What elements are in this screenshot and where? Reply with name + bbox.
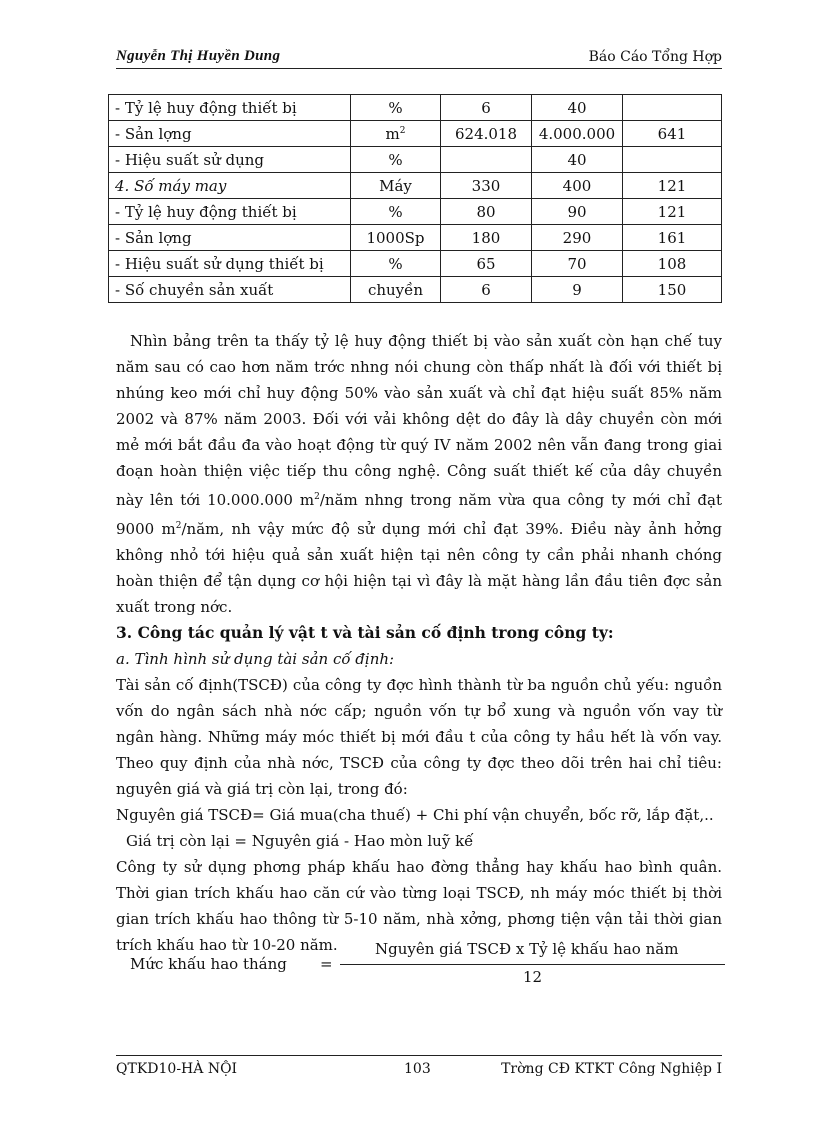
table-cell: 330 [441,173,532,199]
table-cell: 4. Số máy may [109,173,351,199]
table-cell: 90 [532,199,623,225]
table-cell: % [351,95,441,121]
table-cell: 400 [532,173,623,199]
header-author: Nguyễn Thị Huyền Dung [116,48,281,64]
formula-equals: = [320,955,333,973]
table-cell: % [351,199,441,225]
table-cell: 641 [623,121,722,147]
table-cell: 180 [441,225,532,251]
table-cell: Máy [351,173,441,199]
body-text [116,328,722,958]
table-cell: 65 [441,251,532,277]
table-cell: - Sản lợng [109,225,351,251]
table-cell: - Số chuyền sản xuất [109,277,351,303]
table-cell: 70 [532,251,623,277]
table-cell: - Tỷ lệ huy động thiết bị [109,199,351,225]
table-cell: 80 [441,199,532,225]
paragraph-analysis: Nhìn bảng trên ta thấy tỷ lệ huy động thiết bị vào sản xuất còn hạn chế tuy năm sau có cao hơn năm trớc nhng nói chung còn thấp nhất là đối với thiết bị nhúng keo mới chỉ huy động 50% vào sản xuất và chỉ đạt hiệu suất 85% năm 2002 và 87% năm 2003. Đối với vải không dệt do đây là dây chuyền còn mới mẻ mới bắt đầu đa vào hoạt động từ quý IV năm 2002 nên vẫn đang trong giai đoạn hoàn thiện việc tiếp thu công nghệ. Công suất thiết kế của dây chuyền này lên tới 10.000.000 $m^2$/năm nhng trong năm vừa qua công ty mới chỉ đạt 9000 $m^2$/năm, nh vậy mức độ sử dụng mới chỉ đạt 39%. Điều này ảnh hởng không nhỏ tới hiệu quả sản xuất hiện tại nên công ty cần phải nhanh chóng hoàn thiện để tận dụng cơ hội hiện tại vì đây là mặt hàng lần đầu tiên đợc sản xuất trong nớc. [116,332,722,616]
formula-numerator: Nguyên giá TSCĐ x Tỷ lệ khấu hao năm [375,940,679,958]
table-cell: - Sản lợng [109,121,351,147]
table-row [109,95,722,121]
table-cell: 290 [532,225,623,251]
table-row [109,225,722,251]
table-cell [441,147,532,173]
table-cell: 121 [623,173,722,199]
formula-lhs: Mức khấu hao tháng [130,955,287,973]
page-header [116,48,722,69]
table-cell: 6 [441,277,532,303]
table-row [109,277,722,303]
section-subheading: a. Tình hình sử dụng tài sản cố định: [116,650,395,668]
equipment-table [108,94,722,303]
table-cell: - Hiệu suất sử dụng [109,147,351,173]
fraction-bar [340,964,725,965]
footer-left: QTKD10-HÀ NỘI [116,1061,238,1077]
table-cell: 40 [532,147,623,173]
table-row [109,147,722,173]
table-cell: 150 [623,277,722,303]
table-cell: 1000Sp [351,225,441,251]
table-cell: - Tỷ lệ huy động thiết bị [109,95,351,121]
table-row [109,251,722,277]
formula-residual-value: Giá trị còn lại = Nguyên giá - Hao mòn luỹ kế [126,832,474,850]
depreciation-formula [130,940,730,990]
table-row [109,121,722,147]
section-heading: 3. Công tác quản lý vật t và tài sản cố định trong công ty: [116,623,614,642]
table-row [109,199,722,225]
table-cell: 108 [623,251,722,277]
page-footer [116,1055,722,1076]
footer-right: Trờng CĐ KTKT Công Nghiệp I [501,1061,722,1077]
table-cell [623,95,722,121]
table-cell [623,147,722,173]
footer-page-number: 103 [404,1061,431,1077]
table-cell: 121 [623,199,722,225]
table-cell: 161 [623,225,722,251]
table-cell: - Hiệu suất sử dụng thiết bị [109,251,351,277]
table-cell: 9 [532,277,623,303]
formula-original-cost: Nguyên giá TSCĐ= Giá mua(cha thuế) + Chi phí vận chuyển, bốc rỡ, lắp đặt,.. [116,806,714,824]
table-cell: 4.000.000 [532,121,623,147]
paragraph-depreciation: Công ty sử dụng phơng pháp khấu hao đờng thẳng hay khấu hao bình quân. Thời gian trích khấu hao căn cứ vào từng loại TSCĐ, nh máy móc thiết bị thời gian trích khấu hao thông từ 5-10 năm, nhà xởng, phơng tiện vận tải thời gian trích khấu hao từ 10-20 năm. [116,858,722,954]
table-cell: % [351,147,441,173]
paragraph-fixed-assets: Tài sản cố định(TSCĐ) của công ty đợc hình thành từ ba nguồn chủ yếu: nguồn vốn do ngân sách nhà nớc cấp; nguồn vốn tự bổ xung và nguồn vốn vay từ ngân hàng. Những máy móc thiết bị mới đầu t của công ty hầu hết là vốn vay. Theo quy định của nhà nớc, TSCĐ của công ty đợc theo dõi trên hai chỉ tiêu: nguyên giá và giá trị còn lại, trong đó: [116,676,722,798]
table-cell: chuyền [351,277,441,303]
table-cell: 624.018 [441,121,532,147]
formula-denominator: 12 [523,968,543,986]
table-cell: % [351,251,441,277]
table-cell: 40 [532,95,623,121]
table-row [109,173,722,199]
header-title: Báo Cáo Tổng Hợp [588,49,722,65]
table-cell: 6 [441,95,532,121]
table-cell: $m^2$ [351,121,441,147]
